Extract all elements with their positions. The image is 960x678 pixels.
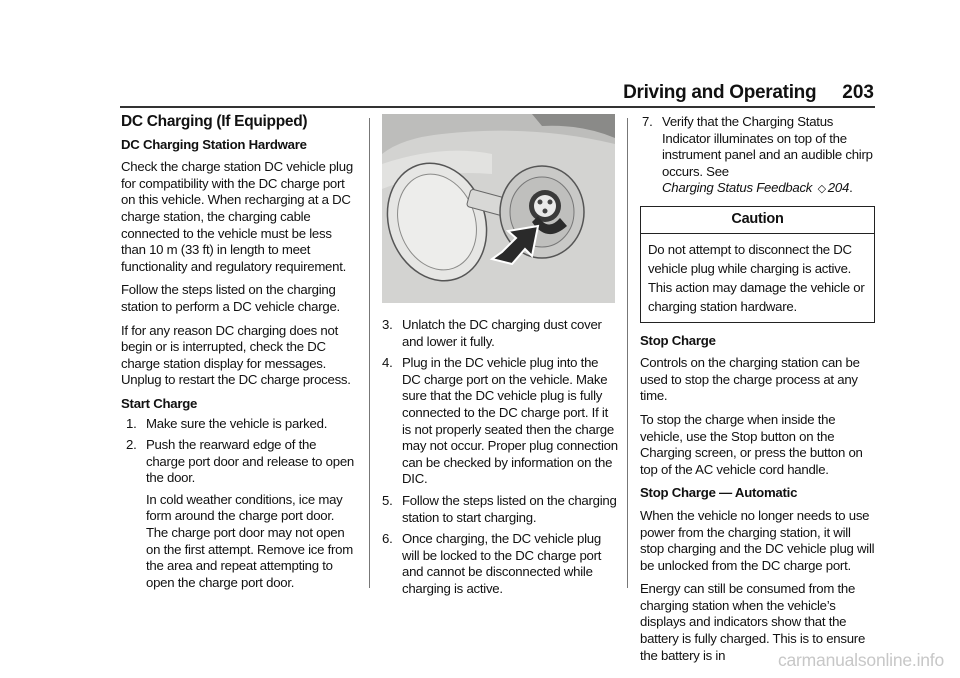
- steps-list: [126, 416, 358, 487]
- column-divider: [627, 118, 628, 588]
- step-text: Push the rearward edge of the charge port door and release to open the door.: [146, 437, 355, 486]
- step-number: 2.: [126, 437, 137, 453]
- step-note: In cold weather conditions, ice may form around the charge port door. The charge port door may not open on the first attempt. Remove ice from the area and repeat attempting to open the charge port door.: [146, 491, 353, 590]
- step-text: [662, 114, 875, 198]
- list-item: [126, 437, 358, 487]
- paragraph: If for any reason DC charging does not begin or is interrupted, check the DC charge station display for messages. Unplug to restart the DC charge process.: [121, 322, 351, 388]
- watermark: carmanualsonline.info: [777, 650, 944, 670]
- paragraph: Check the charge station DC vehicle plug for compatibility with the DC charge port on this vehicle. When recharging at a DC charge station, the charging cable connected to the vehicle must be less than 10 m (33 ft) in length to meet functionality and regulatory requirement.: [121, 159, 353, 274]
- step-number: 3.: [382, 317, 393, 332]
- section-title: Driving and Operating: [623, 82, 817, 103]
- header-rule: [120, 106, 875, 108]
- steps-list: [382, 317, 620, 598]
- xref-title[interactable]: Charging Status Feedback: [662, 180, 813, 196]
- list-item: [382, 317, 620, 350]
- step-text-body: Verify that the Charging Status Indicator illuminates on top of the instrument panel and an audible chirp occurs. See: [662, 114, 873, 179]
- step-text: Follow the steps listed on the charging station to start charging.: [402, 492, 617, 525]
- subheading: DC Charging Station Hardware: [121, 136, 307, 152]
- paragraph: Energy can still be consumed from the charging station when the vehicle’s displays and indicators show that the battery is fully charged. This is to ensure the battery is in: [640, 581, 866, 663]
- step-text: Make sure the vehicle is parked.: [146, 415, 328, 431]
- automatic-stop-heading: Stop Charge — Automatic: [640, 485, 798, 501]
- stop-charge-heading: Stop Charge: [640, 332, 716, 348]
- running-header: [623, 82, 874, 104]
- start-charge-heading: Start Charge: [121, 395, 198, 411]
- step-number: 1.: [126, 415, 137, 431]
- step-number: 4.: [382, 355, 393, 371]
- column-1: [121, 114, 358, 598]
- paragraph: Controls on the charging station can be used to stop the charge process at any time.: [640, 355, 860, 404]
- caution-body: Do not attempt to disconnect the DC vehicle plug while charging is active. This action may damage the vehicle or charging station hardware.: [648, 241, 865, 314]
- paragraph: When the vehicle no longer needs to use power from the charging station, it will stop charging and the DC vehicle plug will be unlocked from the DC charge port.: [640, 507, 875, 573]
- page-number: 203: [842, 82, 874, 103]
- step-text: Plug in the DC vehicle plug into the DC charge port on the vehicle. Make sure that the DC vehicle plug is fully connected to the DC charge port. If it is not properly seated then the charge may not occur. Proper plug connection can be checked by information on the DIC.: [402, 355, 618, 487]
- list-item: [382, 493, 620, 526]
- list-item: [642, 114, 875, 198]
- paragraph: Follow the steps listed on the charging station to perform a DC vehicle charge.: [121, 282, 340, 314]
- page-reference-icon: ◇: [817, 183, 826, 196]
- step-number: 7.: [642, 114, 653, 129]
- step-number: 6.: [382, 531, 393, 547]
- charge-port-image: [382, 114, 615, 303]
- step-number: 5.: [382, 492, 393, 508]
- list-item: [382, 531, 620, 597]
- step-end: .: [849, 180, 853, 196]
- xref-page[interactable]: 204: [827, 180, 850, 196]
- paragraph: To stop the charge when inside the vehicle, use the Stop button on the Charging screen, or press the button on top of the AC vehicle cord handle.: [640, 411, 863, 477]
- list-item: [126, 416, 358, 433]
- column-3: [640, 114, 875, 671]
- column-divider: [369, 118, 370, 588]
- caution-title: Caution: [641, 207, 874, 234]
- charge-port-illustration: [382, 114, 615, 303]
- list-item: [382, 355, 620, 488]
- caution-box: [640, 206, 875, 323]
- column-2: [382, 114, 620, 603]
- cross-reference-link[interactable]: [662, 180, 849, 195]
- step-text: Unlatch the DC charging dust cover and lower it fully.: [402, 317, 602, 349]
- step-text: Once charging, the DC vehicle plug will be locked to the DC charge port and cannot be disconnected while charging is active.: [402, 531, 602, 596]
- section-heading: DC Charging (If Equipped): [121, 113, 308, 130]
